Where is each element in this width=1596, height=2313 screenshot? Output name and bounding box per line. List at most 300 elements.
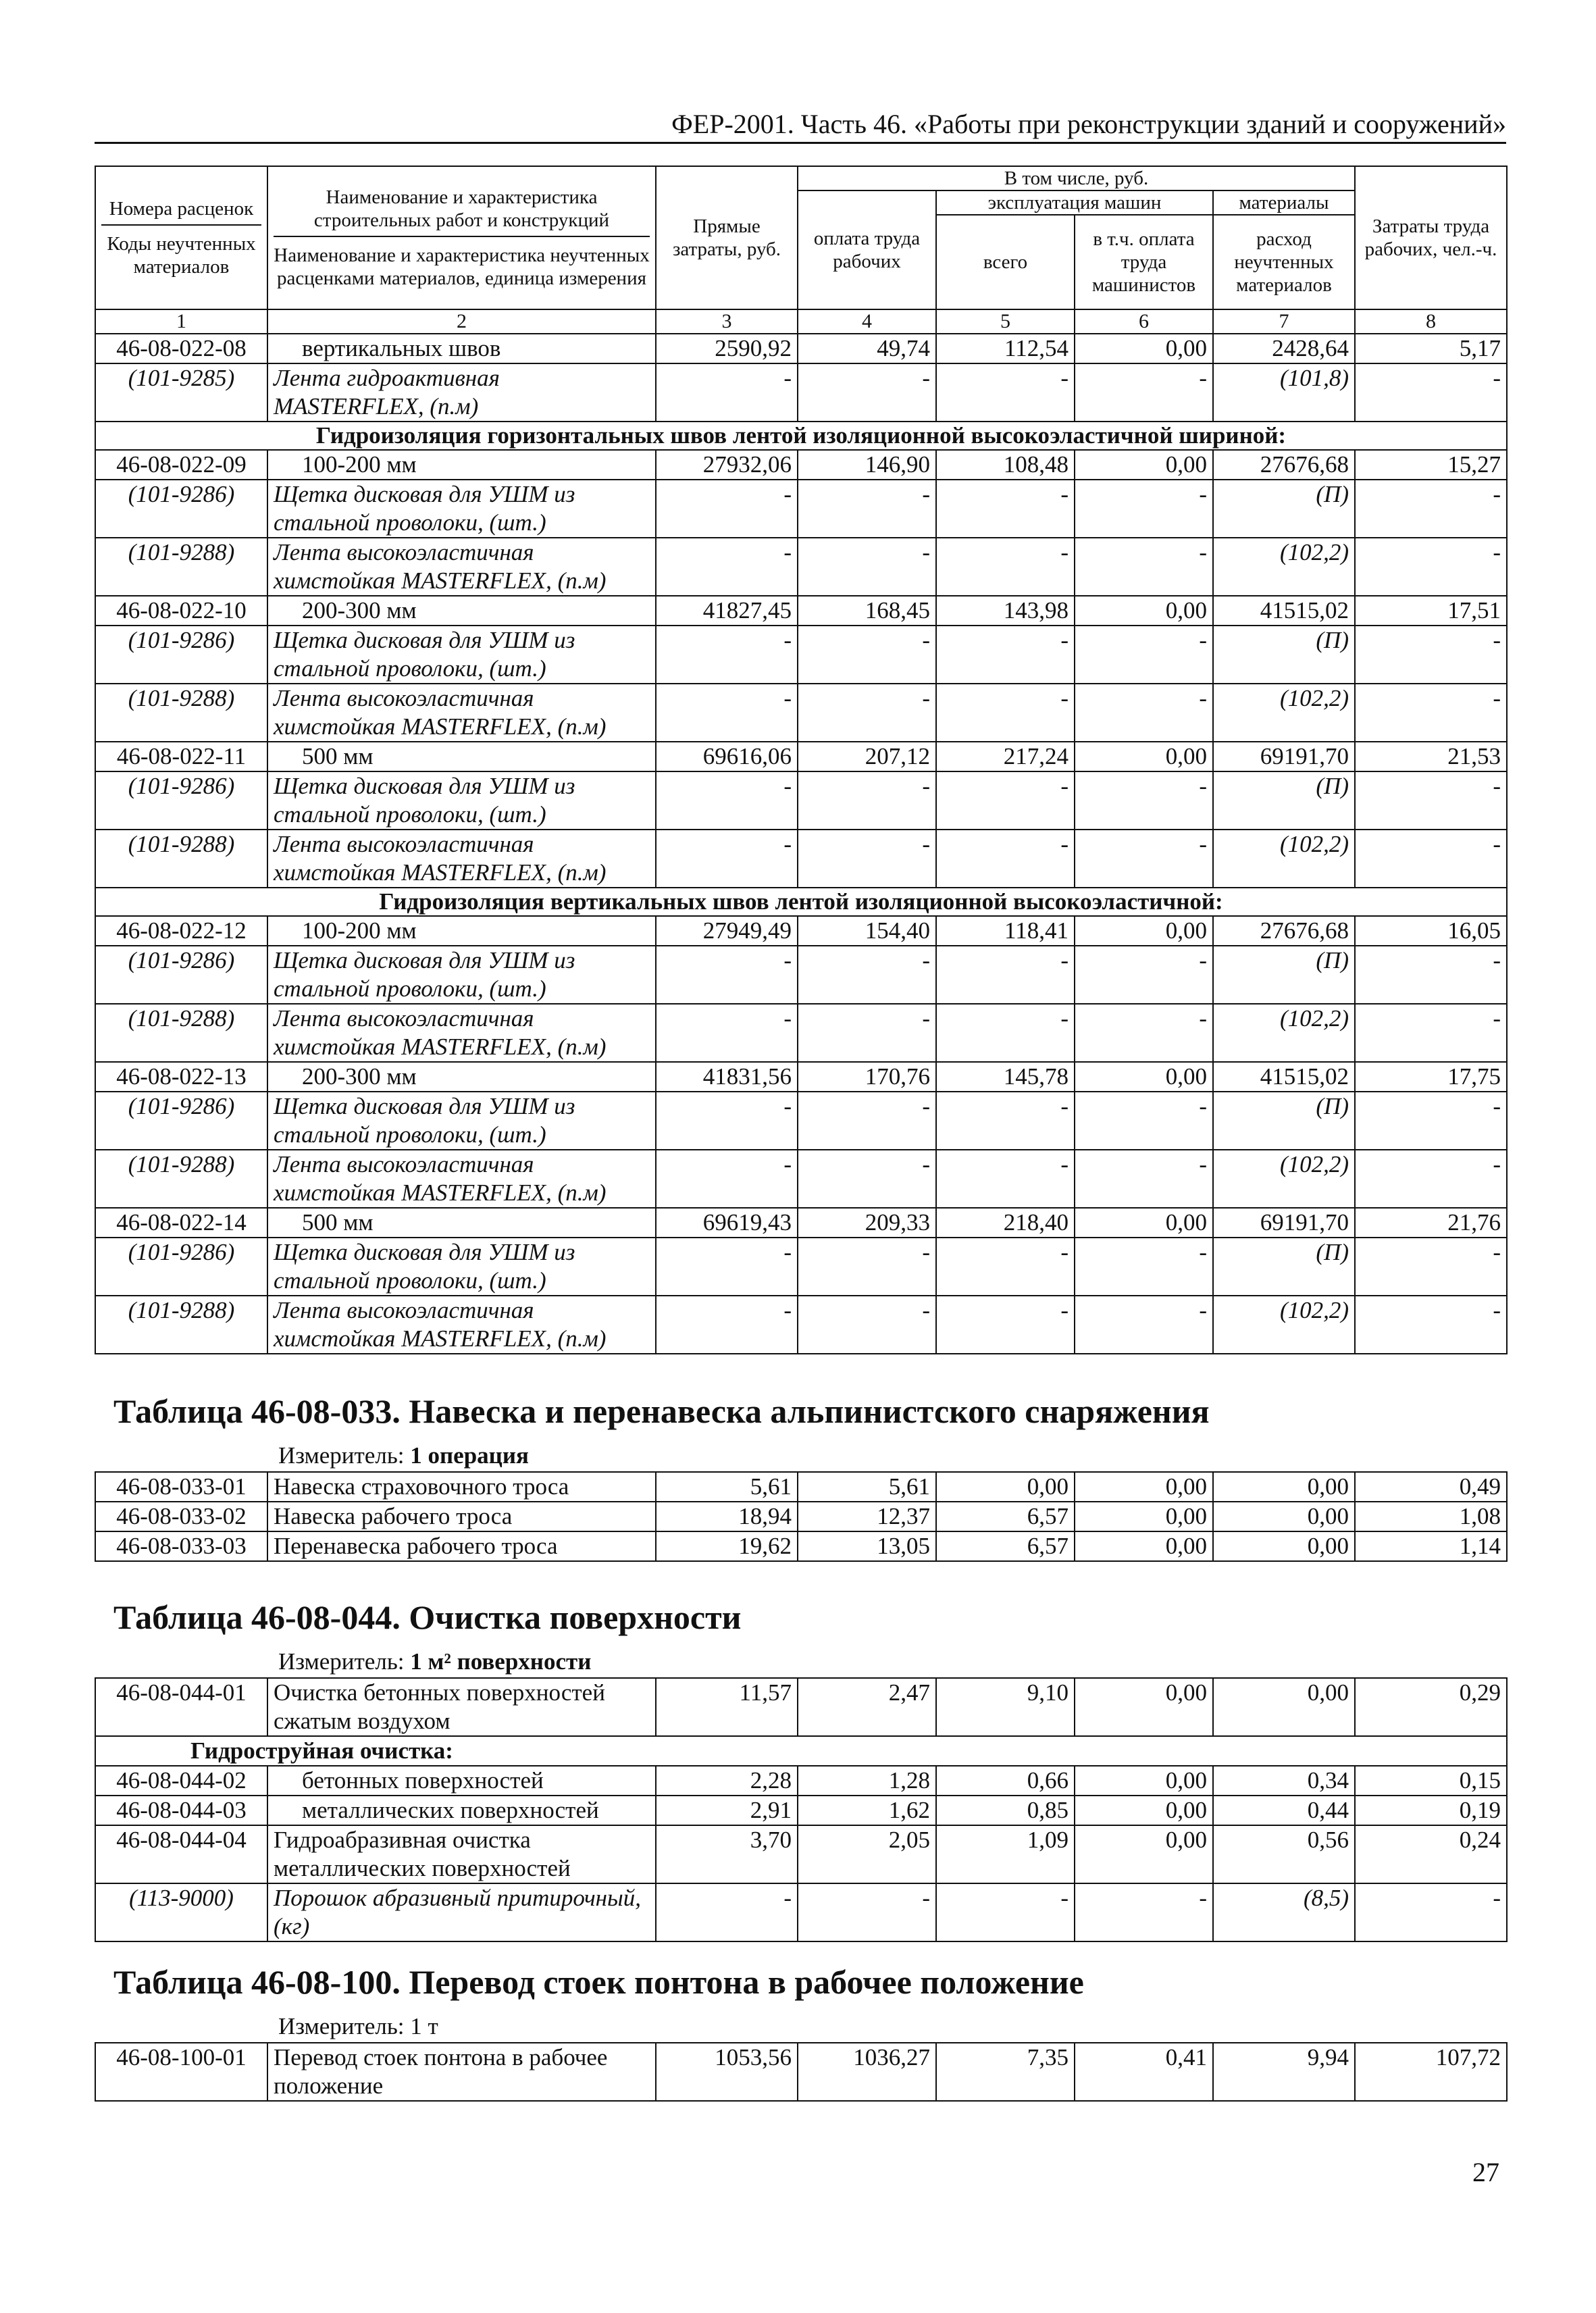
- table-044-unit: [278, 1648, 591, 1675]
- material-name: Лента гидроактивная MASTERFLEX, (п.м): [267, 363, 656, 422]
- dash: -: [798, 363, 936, 422]
- material-row: [95, 626, 1507, 684]
- labor-pay: 207,12: [798, 742, 936, 771]
- material-usage: (П): [1213, 946, 1355, 1004]
- materials-cost: 0,00: [1213, 1502, 1355, 1531]
- colnum: 2: [267, 309, 656, 334]
- labor-pay: 5,61: [798, 1472, 936, 1502]
- section-heading: Гидроизоляция вертикальных швов лентой изоляционной высокоэластичной:: [95, 888, 1507, 916]
- labor-hours: 0,24: [1355, 1825, 1507, 1883]
- material-code: (101-9286): [95, 626, 267, 684]
- labor-pay: 2,47: [798, 1678, 936, 1736]
- direct-costs: 2590,92: [656, 334, 798, 363]
- header-work-name: Наименование и характеристика строительных работ и конструкций: [274, 186, 650, 237]
- section-heading-row: [95, 1736, 1507, 1766]
- machinists-pay: 0,00: [1075, 916, 1213, 946]
- materials-cost: 0,00: [1213, 1472, 1355, 1502]
- material-name: Щетка дисковая для УШМ из стальной проволоки, (шт.): [267, 626, 656, 684]
- rate-code: 46-08-033-03: [95, 1531, 267, 1561]
- labor-pay: 168,45: [798, 596, 936, 626]
- materials-cost: 2428,64: [1213, 334, 1355, 363]
- machines-total: 145,78: [936, 1062, 1075, 1092]
- direct-costs: 2,28: [656, 1766, 798, 1796]
- work-name: Очистка бетонных поверхностей сжатым воздухом: [267, 1678, 656, 1736]
- material-name: Порошок абразивный притирочный, (кг): [267, 1883, 656, 1941]
- work-name: вертикальных швов: [267, 334, 656, 363]
- rate-code: 46-08-044-03: [95, 1796, 267, 1825]
- labor-hours: 1,14: [1355, 1531, 1507, 1561]
- section-heading-row: [95, 888, 1507, 916]
- dash: -: [1355, 946, 1507, 1004]
- material-usage: (П): [1213, 480, 1355, 538]
- dash: -: [798, 1238, 936, 1296]
- machinists-pay: 0,00: [1075, 1796, 1213, 1825]
- running-header: ФЕР-2001. Часть 46. «Работы при реконструкции зданий и сооружений»: [671, 109, 1506, 139]
- machines-total: 6,57: [936, 1531, 1075, 1561]
- dash: -: [656, 1883, 798, 1941]
- dash: -: [656, 363, 798, 422]
- work-name: 500 мм: [267, 1208, 656, 1238]
- materials-cost: 41515,02: [1213, 1062, 1355, 1092]
- rate-code: 46-08-022-09: [95, 450, 267, 480]
- dash: -: [656, 946, 798, 1004]
- header-machinists-pay: в т.ч. оплата труда машинистов: [1075, 215, 1213, 309]
- labor-pay: 13,05: [798, 1531, 936, 1561]
- material-row: [95, 1092, 1507, 1150]
- direct-costs: 5,61: [656, 1472, 798, 1502]
- material-usage: (102,2): [1213, 538, 1355, 596]
- table-row: [95, 1766, 1507, 1796]
- labor-pay: 1,62: [798, 1796, 936, 1825]
- rate-code: 46-08-022-10: [95, 596, 267, 626]
- labor-hours: 0,19: [1355, 1796, 1507, 1825]
- header-material-usage: расход неучтенных материалов: [1213, 215, 1355, 309]
- material-code: (101-9288): [95, 830, 267, 888]
- materials-cost: 69191,70: [1213, 1208, 1355, 1238]
- labor-hours: 17,51: [1355, 596, 1507, 626]
- machines-total: 0,66: [936, 1766, 1075, 1796]
- dash: -: [798, 1296, 936, 1354]
- dash: -: [1355, 480, 1507, 538]
- rate-code: 46-08-022-08: [95, 334, 267, 363]
- material-row: [95, 946, 1507, 1004]
- dash: -: [936, 1092, 1075, 1150]
- dash: -: [1075, 1296, 1213, 1354]
- material-usage: (П): [1213, 1092, 1355, 1150]
- dash: -: [936, 1004, 1075, 1062]
- dash: -: [1355, 1004, 1507, 1062]
- dash: -: [936, 626, 1075, 684]
- work-name: 200-300 мм: [267, 1062, 656, 1092]
- dash: -: [1075, 830, 1213, 888]
- machinists-pay: 0,00: [1075, 742, 1213, 771]
- dash: -: [936, 946, 1075, 1004]
- dash: -: [656, 626, 798, 684]
- unit-value: 1 т: [410, 2013, 438, 2039]
- rate-code: 46-08-022-13: [95, 1062, 267, 1092]
- machinists-pay: 0,00: [1075, 1208, 1213, 1238]
- labor-hours: 17,75: [1355, 1062, 1507, 1092]
- unit-value: 1 операция: [410, 1442, 529, 1469]
- header-including: В том числе, руб.: [798, 166, 1355, 190]
- colnum: 7: [1213, 309, 1355, 334]
- colnum: 8: [1355, 309, 1507, 334]
- work-name: Навеска рабочего троса: [267, 1502, 656, 1531]
- dash: -: [798, 480, 936, 538]
- labor-pay: 146,90: [798, 450, 936, 480]
- material-row: [95, 1004, 1507, 1062]
- material-code: (101-9286): [95, 480, 267, 538]
- labor-hours: 1,08: [1355, 1502, 1507, 1531]
- direct-costs: 18,94: [656, 1502, 798, 1531]
- dash: -: [1075, 480, 1213, 538]
- machines-total: 7,35: [936, 2043, 1075, 2101]
- rate-code: 46-08-100-01: [95, 2043, 267, 2101]
- dash: -: [1355, 771, 1507, 830]
- table-row: [95, 1796, 1507, 1825]
- materials-cost: 0,00: [1213, 1678, 1355, 1736]
- dash: -: [1075, 538, 1213, 596]
- work-name: 100-200 мм: [267, 450, 656, 480]
- labor-pay: 1036,27: [798, 2043, 936, 2101]
- work-name: Перенавеска рабочего троса: [267, 1531, 656, 1561]
- table-row: [95, 1502, 1507, 1531]
- labor-pay: 170,76: [798, 1062, 936, 1092]
- machines-total: 0,85: [936, 1796, 1075, 1825]
- work-name: 100-200 мм: [267, 916, 656, 946]
- dash: -: [798, 830, 936, 888]
- dash: -: [1075, 771, 1213, 830]
- page-number: 27: [1472, 2157, 1499, 2187]
- material-code: (113-9000): [95, 1883, 267, 1941]
- section-heading: Гидроизоляция горизонтальных швов лентой изоляционной высокоэластичной шириной:: [95, 422, 1507, 450]
- machines-total: 6,57: [936, 1502, 1075, 1531]
- dash: -: [1355, 1150, 1507, 1208]
- main-rates-table: [95, 166, 1508, 1354]
- material-row: [95, 538, 1507, 596]
- machinists-pay: 0,00: [1075, 1825, 1213, 1883]
- direct-costs: 69619,43: [656, 1208, 798, 1238]
- work-name: 200-300 мм: [267, 596, 656, 626]
- machines-total: 118,41: [936, 916, 1075, 946]
- dash: -: [1075, 626, 1213, 684]
- materials-cost: 9,94: [1213, 2043, 1355, 2101]
- rate-code: 46-08-044-01: [95, 1678, 267, 1736]
- direct-costs: 27949,49: [656, 916, 798, 946]
- table-row: [95, 2043, 1507, 2101]
- machinists-pay: 0,00: [1075, 334, 1213, 363]
- material-name: Лента высокоэластичная химстойкая MASTERFLEX, (п.м): [267, 1004, 656, 1062]
- dash: -: [1075, 1238, 1213, 1296]
- material-usage: (П): [1213, 626, 1355, 684]
- dash: -: [1075, 1883, 1213, 1941]
- material-usage: (8,5): [1213, 1883, 1355, 1941]
- section-heading: Гидроструйная очистка:: [95, 1736, 1507, 1766]
- labor-pay: 209,33: [798, 1208, 936, 1238]
- column-numbers-row: [95, 309, 1507, 334]
- dash: -: [1075, 684, 1213, 742]
- dash: -: [936, 1238, 1075, 1296]
- material-name: Щетка дисковая для УШМ из стальной проволоки, (шт.): [267, 771, 656, 830]
- dash: -: [798, 626, 936, 684]
- dash: -: [798, 771, 936, 830]
- machines-total: 1,09: [936, 1825, 1075, 1883]
- material-usage: (102,2): [1213, 684, 1355, 742]
- unit-value: 1 м² поверхности: [410, 1648, 592, 1675]
- machines-total: 112,54: [936, 334, 1075, 363]
- material-name: Лента высокоэластичная химстойкая MASTERFLEX, (п.м): [267, 538, 656, 596]
- dash: -: [656, 1092, 798, 1150]
- materials-cost: 27676,68: [1213, 916, 1355, 946]
- material-name: Щетка дисковая для УШМ из стальной проволоки, (шт.): [267, 946, 656, 1004]
- dash: -: [1075, 1004, 1213, 1062]
- dash: -: [1355, 1238, 1507, 1296]
- direct-costs: 41827,45: [656, 596, 798, 626]
- material-row: [95, 363, 1507, 422]
- labor-hours: 15,27: [1355, 450, 1507, 480]
- table-row: [95, 1208, 1507, 1238]
- table-row: [95, 1531, 1507, 1561]
- machinists-pay: 0,00: [1075, 596, 1213, 626]
- labor-pay: 1,28: [798, 1766, 936, 1796]
- dash: -: [936, 538, 1075, 596]
- dash: -: [798, 538, 936, 596]
- colnum: 5: [936, 309, 1075, 334]
- labor-pay: 154,40: [798, 916, 936, 946]
- labor-pay: 2,05: [798, 1825, 936, 1883]
- dash: -: [1355, 1883, 1507, 1941]
- table-row: [95, 1825, 1507, 1883]
- direct-costs: 69616,06: [656, 742, 798, 771]
- labor-pay: 49,74: [798, 334, 936, 363]
- material-code: (101-9286): [95, 1092, 267, 1150]
- materials-cost: 69191,70: [1213, 742, 1355, 771]
- colnum: 3: [656, 309, 798, 334]
- header-direct-costs: Прямые затраты, руб.: [656, 166, 798, 309]
- unit-label: Измеритель:: [278, 2013, 405, 2039]
- material-code: (101-9285): [95, 363, 267, 422]
- table-row: [95, 1062, 1507, 1092]
- material-usage: (101,8): [1213, 363, 1355, 422]
- material-code: (101-9286): [95, 1238, 267, 1296]
- material-name: Лента высокоэластичная химстойкая MASTERFLEX, (п.м): [267, 830, 656, 888]
- dash: -: [936, 771, 1075, 830]
- dash: -: [1075, 363, 1213, 422]
- work-name: бетонных поверхностей: [267, 1766, 656, 1796]
- table-row: [95, 334, 1507, 363]
- material-code: (101-9288): [95, 538, 267, 596]
- dash: -: [798, 946, 936, 1004]
- header-material-name: Наименование и характеристика неучтенных расценками материалов, единица измерения: [274, 245, 650, 289]
- dash: -: [936, 830, 1075, 888]
- header-rule: [95, 142, 1506, 144]
- table-033: [95, 1471, 1508, 1562]
- direct-costs: 1053,56: [656, 2043, 798, 2101]
- dash: -: [936, 684, 1075, 742]
- dash: -: [656, 538, 798, 596]
- header-names: [267, 166, 656, 309]
- material-row: [95, 830, 1507, 888]
- materials-cost: 0,00: [1213, 1531, 1355, 1561]
- material-usage: (102,2): [1213, 1004, 1355, 1062]
- material-code: (101-9286): [95, 771, 267, 830]
- machinists-pay: 0,00: [1075, 450, 1213, 480]
- machinists-pay: 0,00: [1075, 1062, 1213, 1092]
- labor-hours: 0,49: [1355, 1472, 1507, 1502]
- material-code: (101-9288): [95, 1150, 267, 1208]
- dash: -: [656, 1296, 798, 1354]
- dash: -: [798, 1150, 936, 1208]
- work-name: Гидроабразивная очистка металлических поверхностей: [267, 1825, 656, 1883]
- machinists-pay: 0,00: [1075, 1502, 1213, 1531]
- table-100-unit: [278, 2013, 438, 2040]
- direct-costs: 2,91: [656, 1796, 798, 1825]
- materials-cost: 0,34: [1213, 1766, 1355, 1796]
- dash: -: [656, 771, 798, 830]
- colnum: 4: [798, 309, 936, 334]
- work-name: Перевод стоек понтона в рабочее положение: [267, 2043, 656, 2101]
- dash: -: [1355, 1296, 1507, 1354]
- table-100-title: Таблица 46-08-100. Перевод стоек понтона в рабочее положение: [113, 1963, 1084, 2001]
- header-machines: эксплуатация машин: [936, 190, 1213, 215]
- work-name: 500 мм: [267, 742, 656, 771]
- rate-code: 46-08-044-04: [95, 1825, 267, 1883]
- material-code: (101-9288): [95, 1296, 267, 1354]
- rate-code: 46-08-033-01: [95, 1472, 267, 1502]
- rate-code: 46-08-022-14: [95, 1208, 267, 1238]
- materials-cost: 0,44: [1213, 1796, 1355, 1825]
- material-usage: (102,2): [1213, 1150, 1355, 1208]
- labor-hours: 21,76: [1355, 1208, 1507, 1238]
- rate-code: 46-08-022-12: [95, 916, 267, 946]
- material-row: [95, 1150, 1507, 1208]
- direct-costs: 19,62: [656, 1531, 798, 1561]
- material-usage: (П): [1213, 1238, 1355, 1296]
- dash: -: [798, 684, 936, 742]
- dash: -: [1355, 1092, 1507, 1150]
- header-rate-number: Номера расценок: [101, 197, 261, 226]
- direct-costs: 41831,56: [656, 1062, 798, 1092]
- dash: -: [936, 480, 1075, 538]
- header-labor-pay: оплата труда рабочих: [798, 190, 936, 309]
- material-row: [95, 1883, 1507, 1941]
- machinists-pay: 0,00: [1075, 1531, 1213, 1561]
- labor-hours: 0,29: [1355, 1678, 1507, 1736]
- material-name: Щетка дисковая для УШМ из стальной проволоки, (шт.): [267, 1238, 656, 1296]
- colnum: 6: [1075, 309, 1213, 334]
- table-044-title: Таблица 46-08-044. Очистка поверхности: [113, 1598, 742, 1636]
- dash: -: [936, 1150, 1075, 1208]
- materials-cost: 0,56: [1213, 1825, 1355, 1883]
- material-code: (101-9288): [95, 684, 267, 742]
- colnum: 1: [95, 309, 267, 334]
- unit-label: Измеритель:: [278, 1648, 405, 1675]
- material-row: [95, 1238, 1507, 1296]
- dash: -: [936, 363, 1075, 422]
- work-name: Навеска страховочного троса: [267, 1472, 656, 1502]
- dash: -: [1075, 1092, 1213, 1150]
- dash: -: [936, 1296, 1075, 1354]
- material-name: Лента высокоэластичная химстойкая MASTERFLEX, (п.м): [267, 1150, 656, 1208]
- header-material-codes: Коды неучтенных материалов: [107, 233, 256, 278]
- dash: -: [656, 684, 798, 742]
- dash: -: [1075, 946, 1213, 1004]
- machinists-pay: 0,00: [1075, 1766, 1213, 1796]
- machines-total: 9,10: [936, 1678, 1075, 1736]
- rate-code: 46-08-022-11: [95, 742, 267, 771]
- dash: -: [1355, 363, 1507, 422]
- header-materials: материалы: [1213, 190, 1355, 215]
- dash: -: [1075, 1150, 1213, 1208]
- dash: -: [656, 1150, 798, 1208]
- unit-label: Измеритель:: [278, 1442, 405, 1469]
- machinists-pay: 0,41: [1075, 2043, 1213, 2101]
- labor-hours: 107,72: [1355, 2043, 1507, 2101]
- direct-costs: 27932,06: [656, 450, 798, 480]
- dash: -: [936, 1883, 1075, 1941]
- direct-costs: 3,70: [656, 1825, 798, 1883]
- material-code: (101-9288): [95, 1004, 267, 1062]
- dash: -: [798, 1004, 936, 1062]
- material-name: Лента высокоэластичная химстойкая MASTERFLEX, (п.м): [267, 1296, 656, 1354]
- machines-total: 218,40: [936, 1208, 1075, 1238]
- material-usage: (102,2): [1213, 830, 1355, 888]
- material-row: [95, 684, 1507, 742]
- table-044: [95, 1677, 1508, 1942]
- table-033-unit: [278, 1442, 529, 1469]
- dash: -: [1355, 830, 1507, 888]
- table-100: [95, 2042, 1508, 2102]
- table-row: [95, 1678, 1507, 1736]
- machines-total: 143,98: [936, 596, 1075, 626]
- dash: -: [1355, 626, 1507, 684]
- machinists-pay: 0,00: [1075, 1678, 1213, 1736]
- dash: -: [656, 1004, 798, 1062]
- rate-code: 46-08-033-02: [95, 1502, 267, 1531]
- header-labor-hours: Затраты труда рабочих, чел.-ч.: [1355, 166, 1507, 309]
- labor-hours: 0,15: [1355, 1766, 1507, 1796]
- machines-total: 108,48: [936, 450, 1075, 480]
- table-row: [95, 742, 1507, 771]
- machines-total: 0,00: [936, 1472, 1075, 1502]
- table-row: [95, 450, 1507, 480]
- header-rate-codes: [95, 166, 267, 309]
- work-name: металлических поверхностей: [267, 1796, 656, 1825]
- table-033-title: Таблица 46-08-033. Навеска и перенавеска альпинистского снаряжения: [113, 1392, 1210, 1430]
- materials-cost: 41515,02: [1213, 596, 1355, 626]
- table-row: [95, 916, 1507, 946]
- material-row: [95, 771, 1507, 830]
- dash: -: [656, 830, 798, 888]
- dash: -: [798, 1092, 936, 1150]
- machines-total: 217,24: [936, 742, 1075, 771]
- labor-pay: 12,37: [798, 1502, 936, 1531]
- labor-hours: 5,17: [1355, 334, 1507, 363]
- header-machines-total: всего: [936, 215, 1075, 309]
- dash: -: [1355, 684, 1507, 742]
- material-usage: (П): [1213, 771, 1355, 830]
- material-usage: (102,2): [1213, 1296, 1355, 1354]
- dash: -: [798, 1883, 936, 1941]
- dash: -: [1355, 538, 1507, 596]
- material-code: (101-9286): [95, 946, 267, 1004]
- labor-hours: 21,53: [1355, 742, 1507, 771]
- table-row: [95, 596, 1507, 626]
- table-row: [95, 1472, 1507, 1502]
- dash: -: [656, 480, 798, 538]
- rate-code: 46-08-044-02: [95, 1766, 267, 1796]
- machinists-pay: 0,00: [1075, 1472, 1213, 1502]
